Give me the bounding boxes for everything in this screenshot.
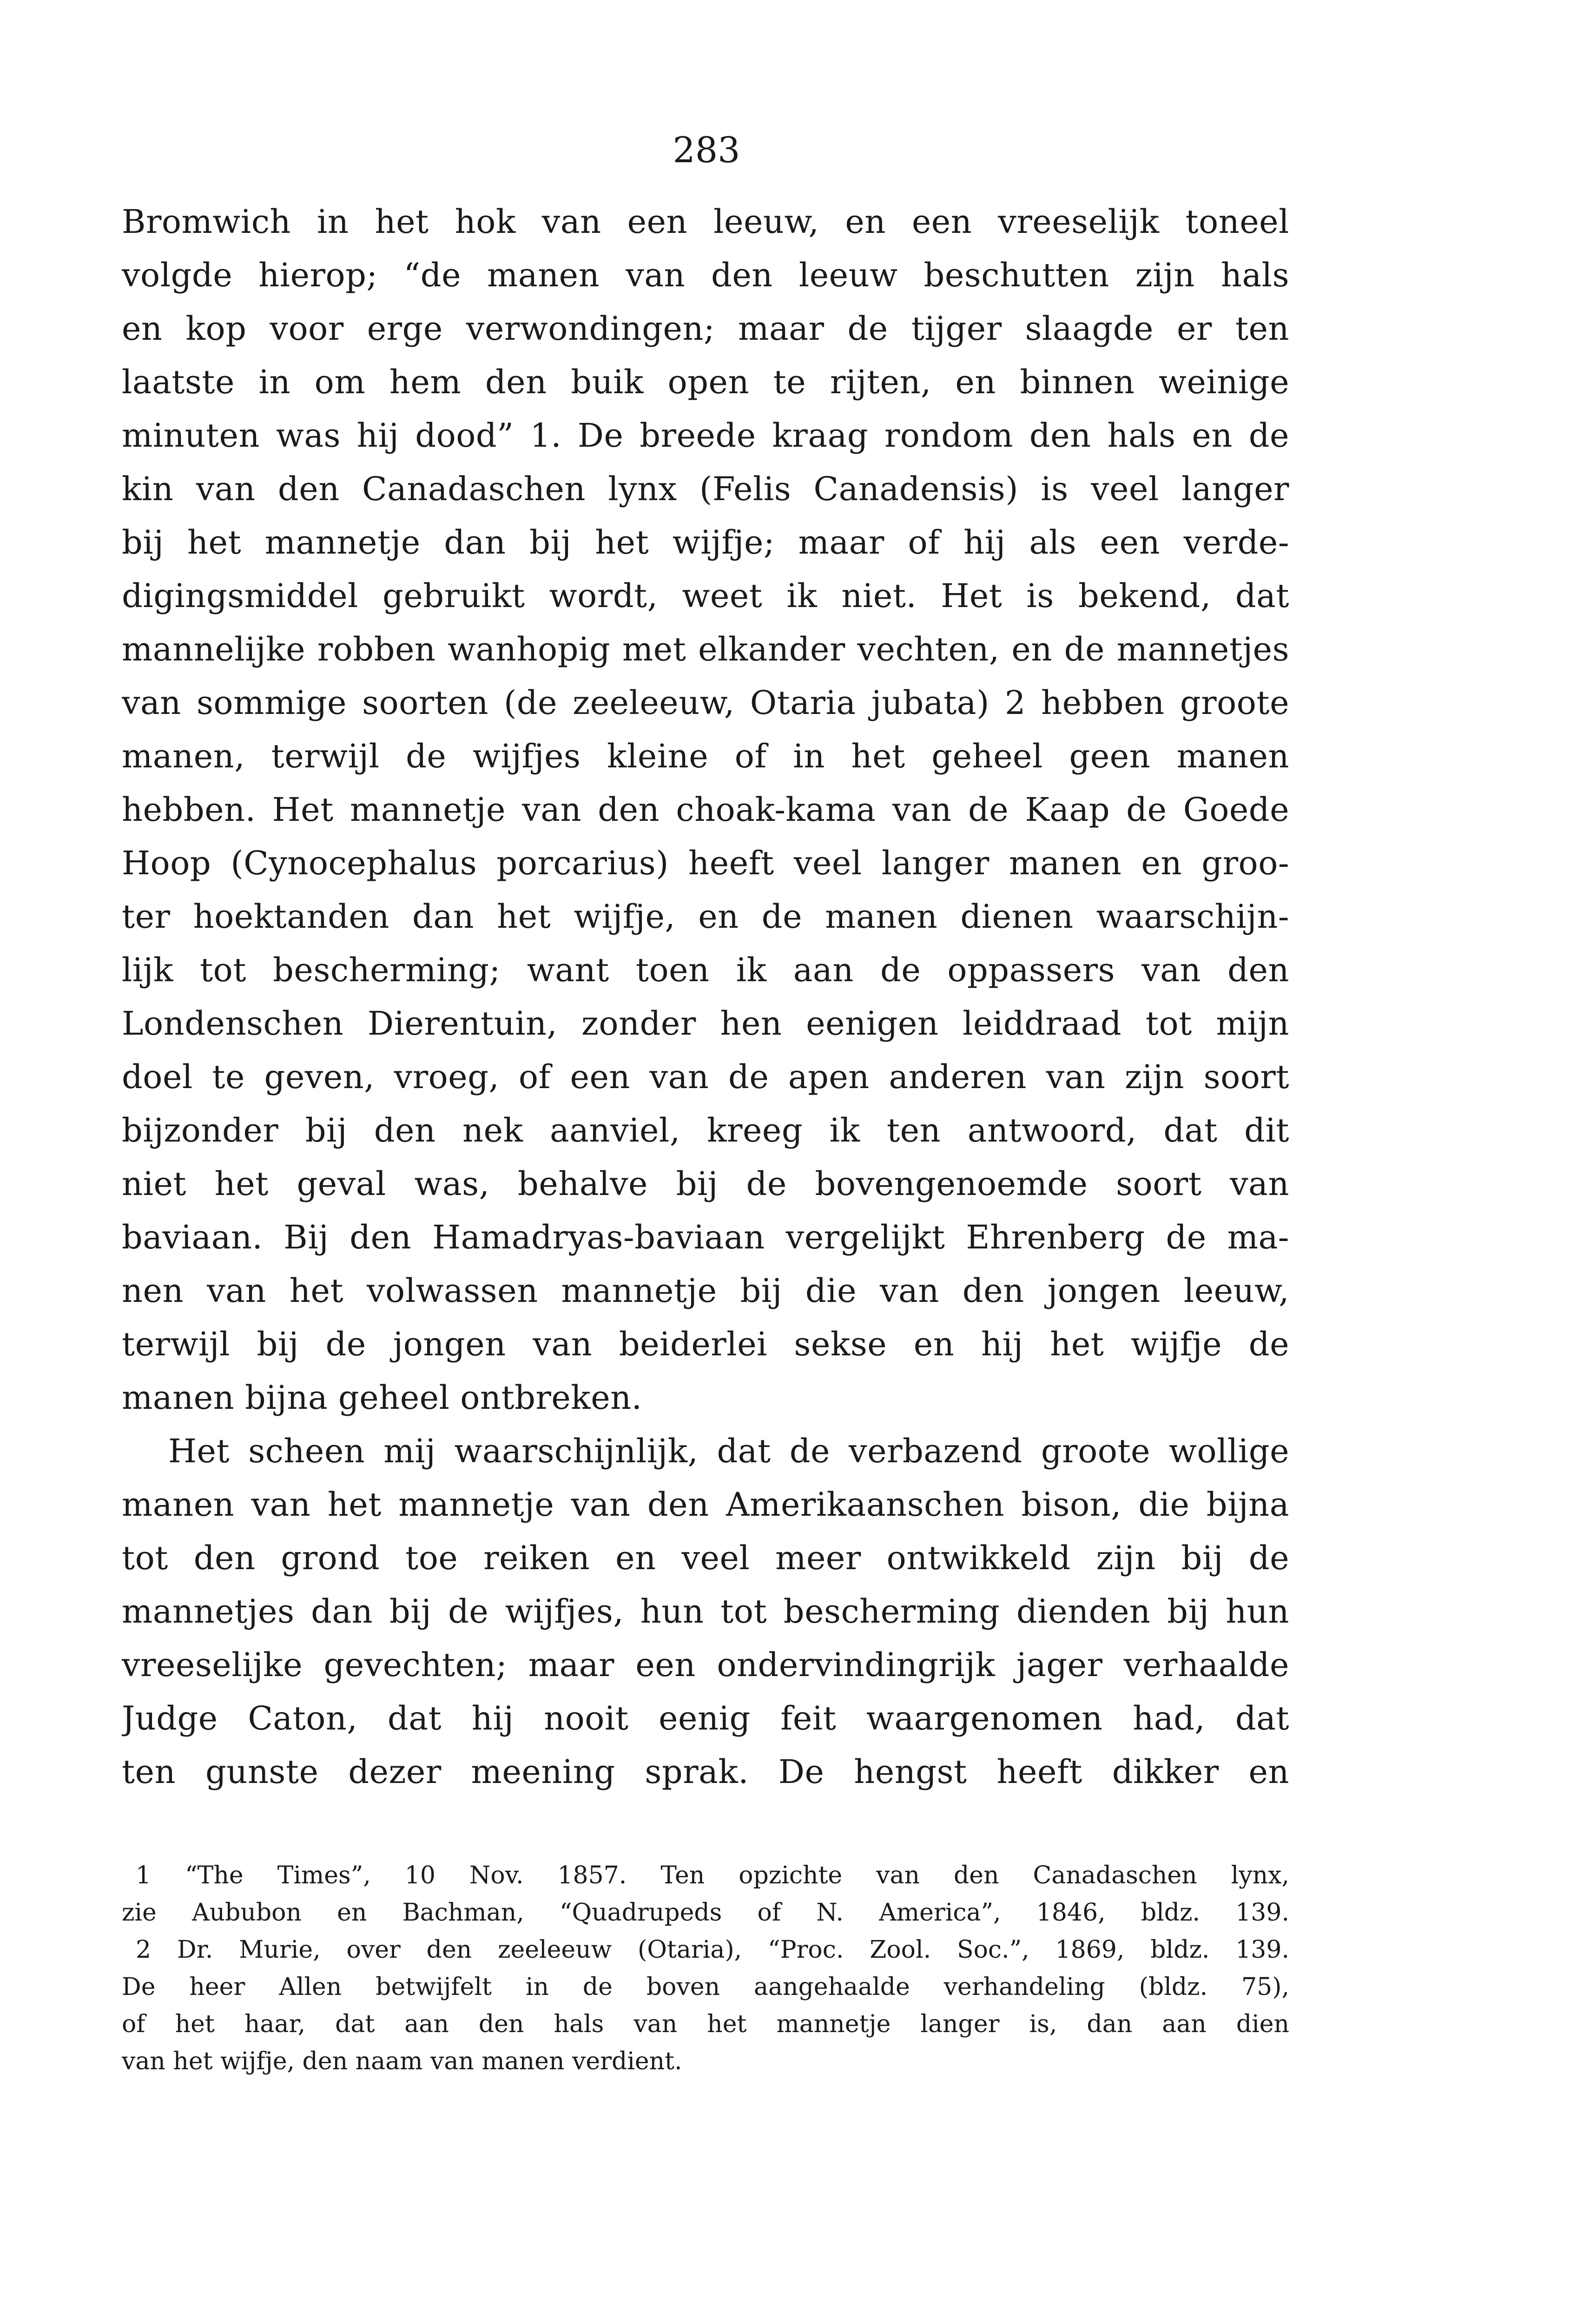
text-line: minuten was hij dood” 1. De breede kraag rondom den hals en de bbox=[122, 416, 1289, 455]
text-line: tot den grond toe reiken en veel meer ontwikkeld zijn bij de bbox=[122, 1539, 1289, 1577]
text-line: Hoop (Cynocephalus porcarius) heeft veel langer manen en groo- bbox=[122, 844, 1289, 882]
text-line: digingsmiddel gebruikt wordt, weet ik niet. Het is bekend, dat bbox=[122, 577, 1289, 615]
text-line: ter hoektanden dan het wijfje, en de manen dienen waarschijn- bbox=[122, 898, 1289, 936]
footnote-line: van het wijfje, den naam van manen verdient. bbox=[122, 2047, 682, 2075]
page-number: 283 bbox=[673, 129, 740, 171]
text-line: vreeselijke gevechten; maar een ondervindingrijk jager verhaalde bbox=[122, 1646, 1289, 1684]
text-line: bij het mannetje dan bij het wijfje; maar of hij als een verde- bbox=[122, 523, 1289, 561]
text-line: Het scheen mij waarschijnlijk, dat de verbazend groote wollige bbox=[168, 1432, 1289, 1470]
text-line: van sommige soorten (de zeeleeuw, Otaria jubata) 2 hebben groote bbox=[122, 684, 1289, 722]
text-line: Judge Caton, dat hij nooit eenig feit waargenomen had, dat bbox=[122, 1699, 1289, 1737]
text-line: baviaan. Bij den Hamadryas-baviaan vergelijkt Ehrenberg de ma- bbox=[122, 1218, 1289, 1256]
text-line: lijk tot bescherming; want toen ik aan de oppassers van den bbox=[122, 951, 1289, 989]
footnote-line: 1 “The Times”, 10 Nov. 1857. Ten opzichte van den Canadaschen lynx, bbox=[136, 1862, 1289, 1889]
text-line: laatste in om hem den buik open te rijten, en binnen weinige bbox=[122, 363, 1289, 401]
footnote-line: of het haar, dat aan den hals van het mannetje langer is, dan aan dien bbox=[122, 2010, 1289, 2038]
footnote-line: 2 Dr. Murie, over den zeeleeuw (Otaria), “Proc. Zool. Soc.”, 1869, bldz. 139. bbox=[136, 1936, 1289, 1964]
footnote-line: De heer Allen betwijfelt in de boven aangehaalde verhandeling (bldz. 75), bbox=[122, 1973, 1289, 2001]
text-line: hebben. Het mannetje van den choak-kama van de Kaap de Goede bbox=[122, 791, 1289, 829]
text-line: Londenschen Dierentuin, zonder hen eenigen leiddraad tot mijn bbox=[122, 1004, 1289, 1043]
footnote-line: zie Aububon en Bachman, “Quadrupeds of N. America”, 1846, bldz. 139. bbox=[122, 1899, 1289, 1927]
text-line: manen bijna geheel ontbreken. bbox=[122, 1379, 642, 1417]
text-line: en kop voor erge verwondingen; maar de tijger slaagde er ten bbox=[122, 310, 1289, 348]
text-line: mannetjes dan bij de wijfjes, hun tot bescherming dienden bij hun bbox=[122, 1592, 1289, 1631]
text-line: ten gunste dezer meening sprak. De hengst heeft dikker en bbox=[122, 1753, 1289, 1791]
text-line: mannelijke robben wanhopig met elkander vechten, en de mannetjes bbox=[122, 630, 1289, 668]
text-line: kin van den Canadaschen lynx (Felis Canadensis) is veel langer bbox=[122, 470, 1289, 508]
footnotes bbox=[122, 1857, 1289, 2080]
text-line: Bromwich in het hok van een leeuw, en een vreeselijk toneel bbox=[122, 203, 1289, 241]
text-line: bijzonder bij den nek aanviel, kreeg ik ten antwoord, dat dit bbox=[122, 1111, 1289, 1149]
paragraph-2 bbox=[122, 1425, 1289, 1799]
paragraph-1 bbox=[122, 195, 1289, 1425]
text-line: volgde hierop; “de manen van den leeuw beschutten zijn hals bbox=[122, 256, 1289, 294]
body-text bbox=[122, 195, 1289, 1799]
text-line: niet het geval was, behalve bij de bovengenoemde soort van bbox=[122, 1165, 1289, 1203]
text-line: manen van het mannetje van den Amerikaanschen bison, die bijna bbox=[122, 1486, 1289, 1524]
text-line: terwijl bij de jongen van beiderlei sekse en hij het wijfje de bbox=[122, 1325, 1289, 1363]
text-line: nen van het volwassen mannetje bij die van den jongen leeuw, bbox=[122, 1272, 1289, 1310]
text-line: manen, terwijl de wijfjes kleine of in het geheel geen manen bbox=[122, 737, 1289, 775]
text-line: doel te geven, vroeg, of een van de apen anderen van zijn soort bbox=[122, 1058, 1289, 1096]
